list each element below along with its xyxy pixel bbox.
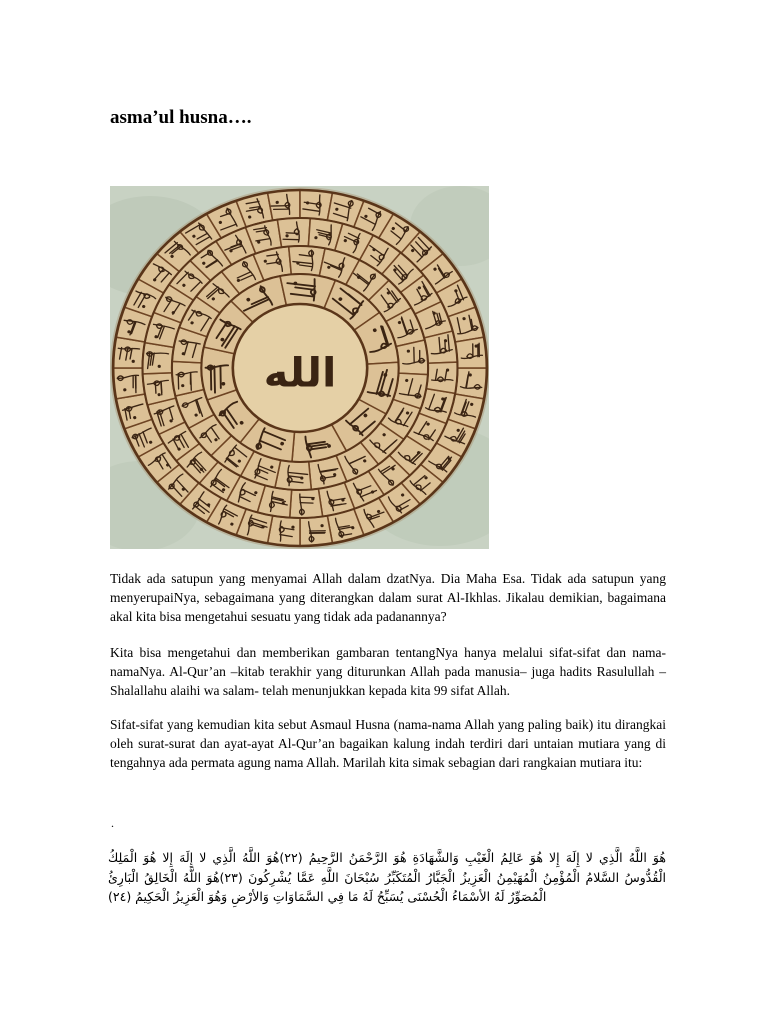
name-cell bbox=[113, 368, 145, 399]
quran-verses-al-hashr bbox=[108, 848, 666, 907]
document-title: asma’ul husna…. bbox=[110, 107, 252, 128]
paragraph-3: Sifat-sifat yang kemudian kita sebut Asmaul Husna (nama-nama Allah yang paling baik) itu dirangkai oleh surat-surat dan ayat-ayat Al-Qur’an bagaikan kalung indah terdiri dari untaian mutiara yang di tengahnya ada permata agung nama Allah. Marilah kita simak sebagian dari rangkaian mutiara itu: bbox=[110, 717, 666, 770]
paragraph-1: Tidak ada satupun yang menyamai Allah dalam dzatNya. Dia Maha Esa. Tidak ada satupun yang menyerupaiNya, sebagaimana yang diterangkan dalam surat Al-Ikhlas. Jikalau demikian, bagaimana akal kita bisa mengetahui sesuatu yang tidak ada padanannya? bbox=[110, 571, 666, 624]
ayat-line: يُسَبِّحُ لَهُ مَا فِي السَّمَاوَاتِ وَالأرْضِ وَهُوَ الْعَزِيزُ الْحَكِيمُ (٢٤) bbox=[108, 889, 404, 904]
ayat-line: الْمُؤْمِنُ الْمُهَيْمِنُ الْعَزِيزُ الْجَبَّارُ الْمُتَكَبِّرُ سُبْحَانَ اللَّهِ عَمَّا يُشْرِكُونَ (٢٣)هُوَ اللَّهُ الْخَالِقُ الْبَارِئُ الْمُصَوِّرُ لَهُ الأسْمَاءُ الْحُسْنَى bbox=[108, 869, 581, 904]
asmaul-husna-figure bbox=[110, 186, 489, 549]
name-cell bbox=[455, 337, 487, 368]
center-calligraphy-allah: الله bbox=[263, 349, 337, 397]
asmaul-husna-circle-image bbox=[110, 186, 489, 549]
name-cell bbox=[201, 347, 236, 400]
name-cell bbox=[396, 340, 428, 375]
name-cell bbox=[172, 361, 204, 396]
ayat-line: هُوَ اللَّهُ الَّذِي لا إِلَهَ إِلا هُوَ عَالِمُ الْغَيْبِ وَالشَّهَادَةِ هُوَ الرَّحْمَنُ الرَّحِيمُ (٢٢)هُوَ اللَّهُ الَّذِي لا إِلَهَ إِلا هُوَ الْمَلِكُ الْقُدُّوسُ السَّلامُ bbox=[108, 850, 666, 885]
separator-dot: . bbox=[111, 816, 114, 830]
names-wheel bbox=[110, 187, 489, 549]
paragraph-2: Kita bisa mengetahui dan memberikan gambaran tentangNya hanya melalui sifat-sifat dan nama-namaNya. Al-Qur’an –kitab terakhir yang diturunkan Allah pada manusia– juga hadits Rasulullah –Shalallahu alaihi wa salam- telah menunjukkan kepada kita 99 sifat Allah. bbox=[110, 645, 666, 698]
